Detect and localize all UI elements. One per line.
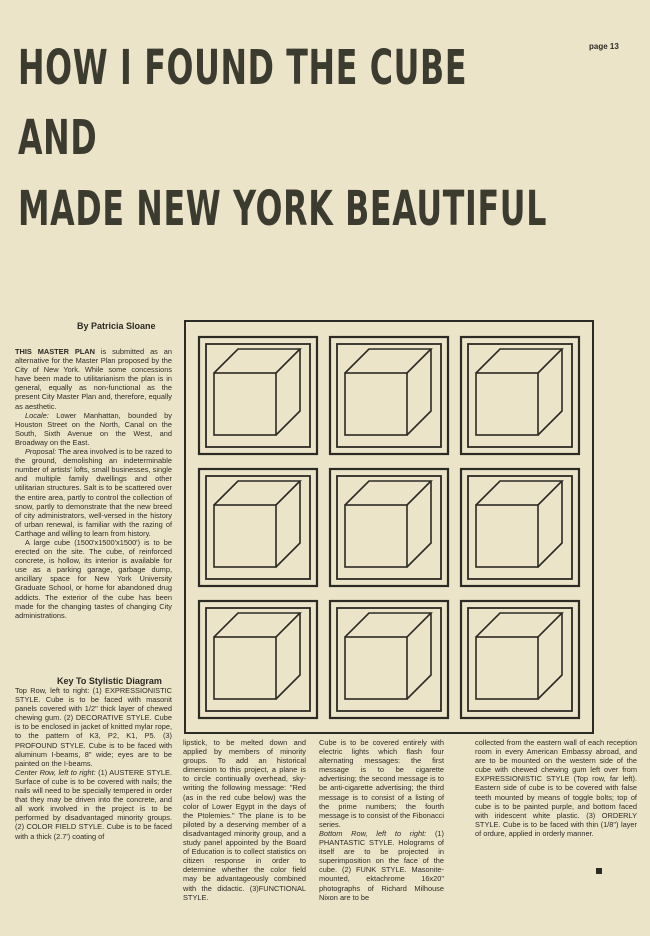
cube-cell bbox=[199, 469, 317, 586]
end-mark bbox=[596, 868, 602, 874]
col3-paragraph-a: Cube is to be covered entirely with electric lights which flash four alternating messages: the first message is to be cigarette advertising; the second message is to be anti-cigarette advertising; the third message is to consist of a listing of the prime numbers; the fourth message is to consist of the Fibonacci series. bbox=[319, 738, 444, 829]
cube-icon bbox=[345, 481, 431, 567]
headline-line-1: HOW I FOUND THE CUBE bbox=[18, 40, 468, 96]
intro-lead: THIS MASTER PLAN bbox=[15, 347, 95, 356]
proposal-label: Proposal: bbox=[25, 447, 57, 457]
cube-cell bbox=[461, 337, 579, 454]
top-row-text: (1) EXPRESSIONISTIC STYLE. Cube is to be faced with masonit panels covered with 1/2" thick layer of chewed chewing gum. (2) DECORATIVE STYLE. Cube is to be enclosed in jacket of knitted mylar rope, to the pattern of K3, P2, K1, P5. (3) PROFOUND STYLE. Cube is to be faced with aluminum I-beams, 8" wide; eyes are to be painted on the I-beams. bbox=[15, 686, 172, 768]
cube-cell bbox=[330, 469, 448, 586]
cube-icon bbox=[476, 481, 562, 567]
article-column-4 bbox=[475, 738, 637, 838]
page-number: page 13 bbox=[589, 42, 619, 51]
center-row-label: Center Row, left to right: bbox=[15, 767, 96, 777]
col3-paragraph-b bbox=[319, 829, 444, 902]
article-column-3 bbox=[319, 738, 444, 902]
key-heading: Key To Stylistic Diagram bbox=[57, 676, 162, 686]
cube-icon bbox=[214, 481, 300, 567]
article-column-2 bbox=[183, 738, 306, 902]
cube-paragraph: A large cube (1500'x1500'x1500') is to be erected on the site. The cube, of reinforced concrete, is hollow, its interior is available for use as a parking garage, garbage dump, ancillary space for New York University Graduate School, or home for abandoned drug addicts. The exterior of the cube has been made for the changing tastes of changing City administrations. bbox=[15, 537, 172, 620]
locale-label: Locale: bbox=[25, 410, 49, 420]
byline: By Patricia Sloane bbox=[77, 321, 156, 331]
top-row-label: Top Row, left to right: bbox=[15, 686, 90, 695]
proposal-paragraph bbox=[15, 447, 172, 538]
cube-icon bbox=[476, 349, 562, 435]
top-row-paragraph bbox=[15, 686, 172, 768]
col3-text-b: (1) PHANTASTIC STYLE. Holograms of itself are to be projected in superimposition on the face of the cube. (2) FUNK STYLE. Masonite-mounted, ektachrome 16x20" photographs of Richard Milhouse Nixon are to be bbox=[319, 828, 444, 902]
cube-cell bbox=[461, 469, 579, 586]
col2-paragraph: lipstick, to be melted down and applied by members of minority groups. To add an historical dimension to this project, a plane is to circle continually overhead, sky-writing the following message: "Red (as in the red cube below) was the color of Lower Egypt in the days of the Ptolemies." The plane is to be piloted by a deserving member of a disadvantaged minority group, and a study panel appointed by the Board of Education is to collect statistics on citizen response in order to determine whether the color field may be advantageously combined with the didactic. (3)FUNCTIONAL STYLE. bbox=[183, 738, 306, 902]
center-row-text: (1) AUSTERE STYLE. Surface of cube is to be covered with nails; the nails will need to be specially tempered in order that they may be driven into the concrete, and all work involved in the project is to be performed by disadvantaged minority groups. (2) COLOR FIELD STYLE. Cube is to be faced with a thick (2.7') coating of bbox=[15, 767, 172, 841]
cube-icon bbox=[214, 613, 300, 699]
headline-line-3: MADE NEW YORK BEAUTIFUL bbox=[18, 181, 548, 237]
locale-paragraph bbox=[15, 411, 172, 447]
article-column-1b bbox=[15, 686, 172, 841]
cube-icon bbox=[214, 349, 300, 435]
center-row-paragraph bbox=[15, 768, 172, 841]
locale-text: Lower Manhattan, bounded by Houston Street on the North, Canal on the South, Sixth Avenue on the West, and Broadway on the East. bbox=[15, 410, 172, 447]
cube-icon bbox=[345, 349, 431, 435]
intro-paragraph bbox=[15, 347, 172, 411]
cube-cell bbox=[461, 601, 579, 718]
cube-icon bbox=[476, 613, 562, 699]
headline-line-2: AND bbox=[18, 110, 98, 166]
col4-paragraph: collected from the eastern wall of each reception room in every American Embassy abroad, and are to be mounted on the western side of the cube with chewed chewing gum left over from EXPRESSIONISTIC STYLE (Top row, far left). Eastern side of cube is to be covered with false teeth mounted by means of toggle bolts; top of cube is to be painted purple, and bottom faced with iridescent white plastic. (3) ORDERLY STYLE. Cube is to be faced with thin (1/8") layer of ordure, applied in orderly manner. bbox=[475, 738, 637, 838]
bottom-row-label: Bottom Row, left to right: bbox=[319, 828, 427, 838]
intro-text: is submitted as an alternative for the Master Plan proposed by the City of New York. While some concessions have been made to utilitarianism the plan is in general, equally as non-functional as the present City Master Plan and, therefore, equally as aesthetic. bbox=[15, 347, 172, 411]
cube-cell bbox=[330, 601, 448, 718]
cube-cell bbox=[199, 601, 317, 718]
cube-cell bbox=[330, 337, 448, 454]
cube-diagram bbox=[184, 320, 594, 734]
proposal-text: The area involved is to be razed to the ground, demolishing an indeterminable number of artists' lofts, small businesses, single and multiple family dwellings and other utilitarian structures. Salt is to be scattered over the entire area, partly to control the collection of snow, partly to demonstrate that the new breed of city administrators, well-versed in the history of urban renewal, is familiar with the razing of Carthage and willing to learn from history. bbox=[15, 447, 172, 538]
cube-icon bbox=[345, 613, 431, 699]
article-column-1 bbox=[15, 347, 172, 620]
cube-cell bbox=[199, 337, 317, 454]
